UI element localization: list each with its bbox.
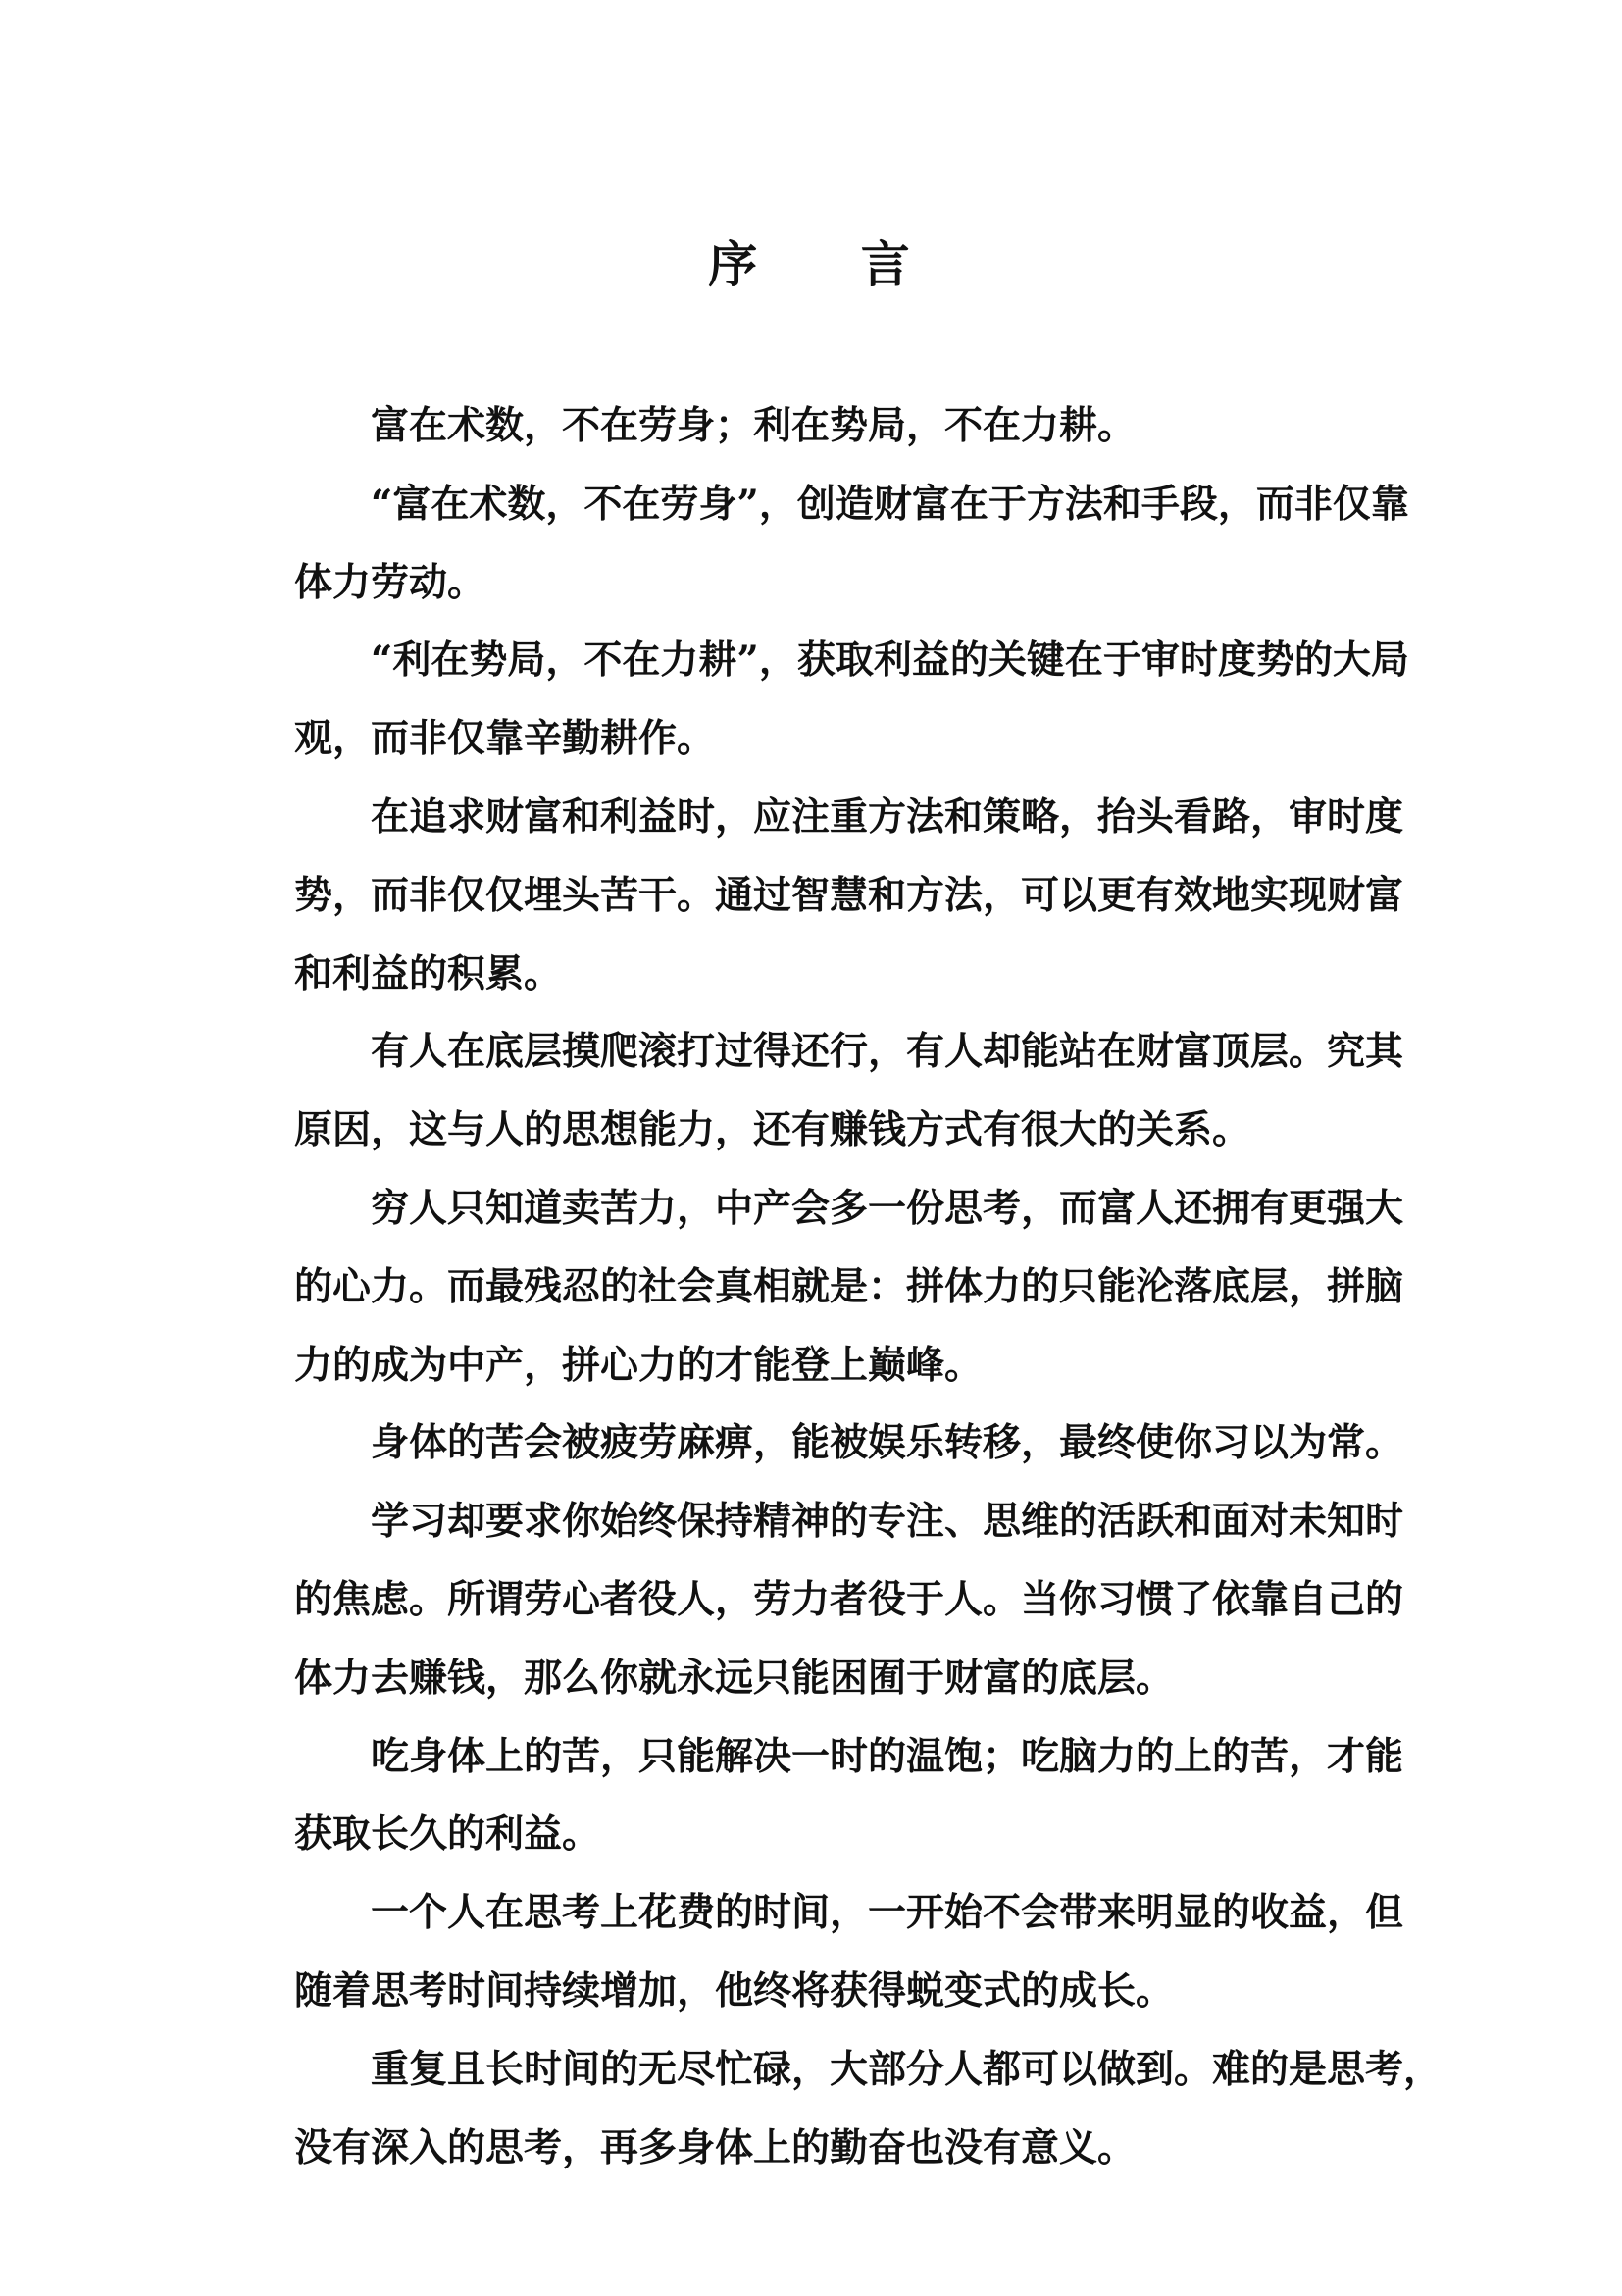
paragraph-line: 穷人只知道卖苦力，中产会多一份思考，而富人还拥有更强大 xyxy=(371,1185,1404,1231)
paragraph xyxy=(294,2031,1569,2188)
paragraph xyxy=(294,1718,1569,1875)
paragraph-line: 和利益的积累。 xyxy=(294,950,563,996)
paragraph-line: 一个人在思考上花费的时间，一开始不会带来明显的收益，但 xyxy=(371,1890,1404,1936)
paragraph-line: 学习却要求你始终保持精神的专注、思维的活跃和面对未知时 xyxy=(371,1499,1404,1545)
paragraph-line: “富在术数，不在劳身”，创造财富在于方法和手段，而非仅靠 xyxy=(371,481,1409,527)
page-title: 序 言 xyxy=(708,235,953,293)
paragraph xyxy=(294,1013,1569,1170)
paragraph xyxy=(294,1483,1569,1717)
paragraph-line: 没有深入的思考，再多身体上的勤奋也没有意义。 xyxy=(294,2124,1137,2170)
paragraph-line: 的心力。而最残忍的社会真相就是：拼体力的只能沦落底层，拼脑 xyxy=(294,1263,1404,1309)
paragraph-line: 体力劳动。 xyxy=(294,559,486,605)
body-text xyxy=(294,387,1569,2187)
paragraph xyxy=(294,1170,1569,1404)
paragraph-line: 重复且长时间的无尽忙碌，大部分人都可以做到。难的是思考， xyxy=(371,2046,1443,2092)
paragraph-line: 势，而非仅仅埋头苦干。通过智慧和方法，可以更有效地实现财富 xyxy=(294,872,1404,918)
paragraph xyxy=(294,779,1569,1013)
paragraph-line: 获取长久的利益。 xyxy=(294,1811,601,1858)
paragraph-line: 观，而非仅靠辛勤耕作。 xyxy=(294,716,716,762)
paragraph-line: 的焦虑。所谓劳心者役人，劳力者役于人。当你习惯了依靠自己的 xyxy=(294,1576,1404,1622)
paragraph xyxy=(294,387,1569,466)
paragraph-line: 随着思考时间持续增加，他终将获得蜕变式的成长。 xyxy=(294,1967,1175,2014)
paragraph xyxy=(294,1874,1569,2031)
paragraph xyxy=(294,622,1569,779)
paragraph-line: 在追求财富和利益时，应注重方法和策略，抬头看路，审时度 xyxy=(371,793,1404,840)
paragraph-line: 富在术数，不在劳身；利在势局，不在力耕。 xyxy=(371,403,1137,448)
paragraph-line: 体力去赚钱，那么你就永远只能困囿于财富的底层。 xyxy=(294,1655,1175,1701)
paragraph-line: 原因，这与人的思想能力，还有赚钱方式有很大的关系。 xyxy=(294,1107,1251,1153)
paragraph xyxy=(294,1404,1569,1483)
paragraph-line: 吃身体上的苦，只能解决一时的温饱；吃脑力的上的苦，才能 xyxy=(371,1733,1404,1779)
paragraph-line: “利在势局，不在力耕”，获取利益的关键在于审时度势的大局 xyxy=(371,638,1409,684)
paragraph-line: 身体的苦会被疲劳麻痹，能被娱乐转移，最终使你习以为常。 xyxy=(371,1420,1404,1466)
paragraph-line: 有人在底层摸爬滚打过得还行，有人却能站在财富顶层。究其 xyxy=(371,1029,1404,1075)
paragraph xyxy=(294,466,1569,623)
paragraph-line: 力的成为中产，拼心力的才能登上巅峰。 xyxy=(294,1342,984,1388)
